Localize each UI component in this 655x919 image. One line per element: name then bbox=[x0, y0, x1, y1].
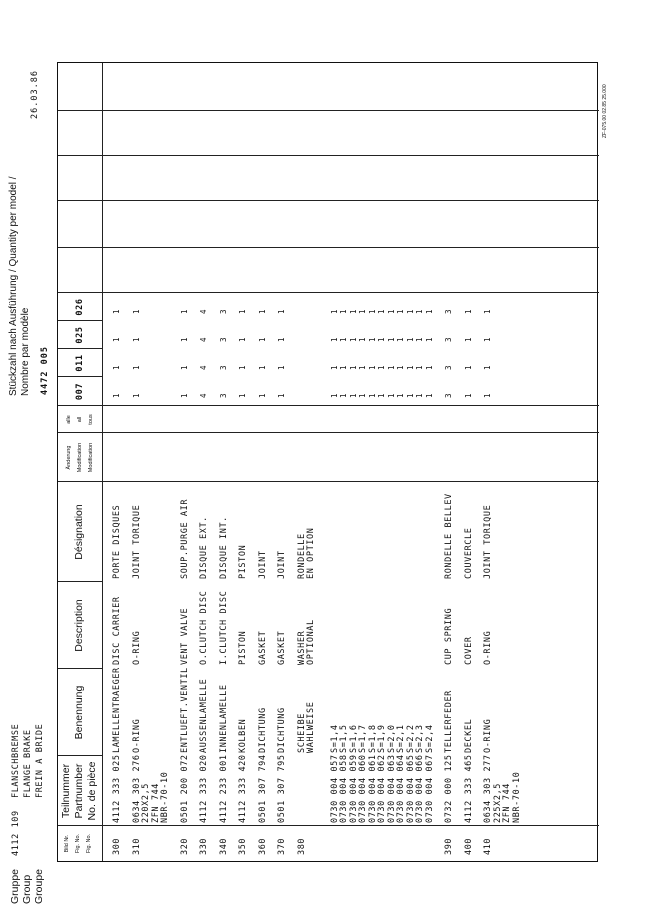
quantity: 1 bbox=[358, 365, 367, 370]
designation: JOINT bbox=[277, 550, 287, 579]
designation: RONDELLE bbox=[296, 533, 307, 579]
part-number: 0730 004 062 bbox=[377, 754, 387, 823]
quantity: 4 bbox=[199, 337, 208, 342]
quantity: 1 bbox=[329, 365, 339, 370]
washer-size: S=1,7 bbox=[358, 724, 368, 753]
quantity: 1 bbox=[483, 309, 492, 314]
quantity: 1 bbox=[483, 337, 492, 342]
part-number: 4112 333 465 bbox=[463, 754, 474, 823]
quantity: 1 bbox=[329, 337, 339, 342]
designation: JOINT bbox=[257, 550, 268, 579]
washer-size: S=1,5 bbox=[339, 724, 349, 753]
column-divider bbox=[58, 432, 599, 433]
part-number: 0634 303 277 bbox=[483, 754, 493, 823]
benennung: O-RING bbox=[483, 718, 493, 753]
quantity: 1 bbox=[238, 337, 247, 342]
fig-no: 350 bbox=[238, 837, 248, 855]
quantity: 1 bbox=[339, 337, 348, 342]
quantity: 1 bbox=[415, 365, 424, 370]
quantity: 1 bbox=[424, 365, 434, 370]
part-no-label: Partnumber bbox=[73, 763, 85, 819]
quantity: 1 bbox=[358, 393, 367, 398]
benennung: DICHTUNG bbox=[257, 707, 268, 753]
quantity: 1 bbox=[238, 309, 247, 314]
date: 26.03.86 bbox=[30, 70, 40, 119]
quantity: 1 bbox=[339, 309, 348, 314]
quantity: 1 bbox=[377, 309, 386, 314]
quantity: 1 bbox=[257, 337, 267, 342]
group-label: Gruppe bbox=[9, 868, 21, 904]
fig-no: 300 bbox=[112, 837, 122, 855]
part-number: 0730 004 057 bbox=[329, 754, 340, 823]
designation-header: Désignation bbox=[73, 504, 85, 560]
fig-no-label: Fig. No. bbox=[86, 833, 92, 854]
part-number: 0730 004 067 bbox=[424, 754, 435, 823]
benennung: KOLBEN bbox=[238, 718, 248, 753]
quantity: 3 bbox=[444, 365, 453, 370]
designation: JOINT TORIQUE bbox=[483, 504, 493, 579]
quantity: 1 bbox=[238, 393, 247, 398]
part-number: 0730 004 059 bbox=[348, 754, 359, 823]
designation: PISTON bbox=[238, 544, 248, 579]
quantity: 1 bbox=[131, 365, 141, 370]
quantity-header bbox=[8, 176, 32, 396]
quantity: 3 bbox=[218, 393, 228, 398]
benennung: TELLERFEDER bbox=[444, 690, 454, 753]
washer-size: S=1,4 bbox=[329, 724, 340, 753]
description: CUP SPRING bbox=[444, 607, 454, 665]
part-number: 0730 004 063 bbox=[386, 754, 397, 823]
fig-no: 390 bbox=[444, 837, 454, 855]
fig-no: 410 bbox=[483, 837, 493, 855]
part-no-label: No. de pièce bbox=[86, 761, 98, 821]
benennung: SCHEIBE bbox=[296, 712, 307, 753]
part-number: NBR-70-10 bbox=[160, 771, 170, 823]
model-col-011: 011 bbox=[75, 354, 85, 372]
quantity-title: Stückzahl nach Ausführung / Quantity per model / bbox=[8, 176, 19, 396]
part-number: 0730 004 066 bbox=[415, 754, 425, 823]
all-label: tous bbox=[88, 414, 94, 425]
benennung: AUSSENLAMELLE bbox=[199, 678, 209, 753]
washer-size: S=2,0 bbox=[386, 724, 397, 753]
fig-no: 400 bbox=[463, 837, 474, 855]
description: DISC CARRIER bbox=[112, 596, 122, 665]
quantity: 1 bbox=[112, 393, 121, 398]
part-number: 0730 004 065 bbox=[405, 754, 416, 823]
benennung: ENTLUEFT.VENTIL bbox=[179, 667, 190, 753]
quantity-title-fr: Nombre par modèle bbox=[20, 307, 31, 396]
fig-no: 340 bbox=[218, 837, 229, 855]
part-number: ZFN 744 bbox=[150, 782, 161, 823]
part-number: ZFN 744 bbox=[502, 782, 512, 823]
quantity: 1 bbox=[329, 393, 339, 398]
quantity: 3 bbox=[218, 309, 228, 314]
quantity: 3 bbox=[218, 365, 228, 370]
quantity: 1 bbox=[483, 393, 492, 398]
part-number: 0501 307 794 bbox=[257, 754, 268, 823]
column-divider bbox=[58, 825, 599, 826]
part-number: 4112 333 420 bbox=[238, 754, 248, 823]
description: O-RING bbox=[483, 630, 493, 665]
designation: SOUP.PURGE AIR bbox=[179, 498, 190, 579]
washer-size: S=2,2 bbox=[405, 724, 416, 753]
quantity: 1 bbox=[358, 309, 367, 314]
description: WASHER bbox=[296, 630, 307, 665]
model-number: 4472 005 bbox=[40, 346, 50, 395]
group-name-fr: FREIN A BRIDE bbox=[35, 723, 45, 798]
model-col-026: 026 bbox=[75, 298, 85, 316]
quantity: 3 bbox=[444, 393, 453, 398]
quantity: 1 bbox=[277, 393, 286, 398]
quantity: 1 bbox=[339, 393, 348, 398]
quantity: 1 bbox=[348, 309, 358, 314]
modification-label: Modification bbox=[77, 442, 83, 473]
quantity: 1 bbox=[179, 337, 189, 342]
description: I.CLUTCH DISC bbox=[218, 590, 229, 665]
part-number: 0730 004 060 bbox=[358, 754, 368, 823]
washer-size: S=1,8 bbox=[367, 724, 378, 753]
quantity: 1 bbox=[367, 337, 377, 342]
fig-no-header bbox=[62, 826, 95, 861]
designation: JOINT TORIQUE bbox=[131, 504, 142, 579]
quantity: 1 bbox=[112, 365, 121, 370]
all-label: alle bbox=[66, 415, 72, 424]
quantity: 1 bbox=[179, 309, 189, 314]
quantity: 1 bbox=[386, 393, 396, 398]
quantity: 1 bbox=[405, 337, 415, 342]
benennung-header: Benennung bbox=[73, 685, 85, 740]
quantity: 1 bbox=[415, 309, 424, 314]
description: VENT VALVE bbox=[179, 607, 190, 665]
quantity: 1 bbox=[424, 337, 434, 342]
quantity: 1 bbox=[277, 309, 286, 314]
all-header bbox=[64, 406, 97, 433]
part-number: 4112 333 020 bbox=[199, 754, 209, 823]
fig-no: 370 bbox=[277, 837, 287, 855]
quantity: 1 bbox=[386, 337, 396, 342]
description: O-RING bbox=[131, 630, 142, 665]
fig-no: 330 bbox=[199, 837, 209, 855]
fig-no-label: Fig. No. bbox=[75, 833, 81, 854]
part-no-label: Teilnummer bbox=[60, 763, 72, 819]
quantity: 1 bbox=[377, 365, 386, 370]
part-no-header bbox=[60, 756, 99, 826]
quantity: 1 bbox=[257, 365, 267, 370]
part-number: 0501 200 072 bbox=[179, 754, 190, 823]
part-number: 0501 307 795 bbox=[277, 754, 287, 823]
group-number: 4112 109 bbox=[11, 810, 21, 856]
parts-table bbox=[57, 62, 598, 862]
fig-no: 380 bbox=[296, 837, 307, 855]
modification-label: Modification bbox=[88, 442, 94, 473]
description: GASKET bbox=[257, 630, 268, 665]
fig-no: 310 bbox=[131, 837, 142, 855]
quantity: 1 bbox=[463, 365, 473, 370]
quantity: 1 bbox=[405, 393, 415, 398]
benennung: O-RING bbox=[131, 718, 142, 753]
form-number: ZF-075.00 02.85 25.000 bbox=[602, 84, 608, 138]
quantity: 1 bbox=[367, 365, 377, 370]
quantity: 1 bbox=[277, 337, 286, 342]
quantity: 1 bbox=[131, 393, 141, 398]
quantity: 1 bbox=[257, 309, 267, 314]
modification-header bbox=[64, 433, 97, 482]
quantity: 1 bbox=[396, 393, 405, 398]
quantity: 1 bbox=[179, 365, 189, 370]
designation: DISQUE INT. bbox=[218, 516, 229, 579]
benennung: DICHTUNG bbox=[277, 707, 287, 753]
quantity: 1 bbox=[386, 365, 396, 370]
description: O.CLUTCH DISC bbox=[199, 590, 209, 665]
header-divider bbox=[102, 63, 103, 861]
quantity: 1 bbox=[415, 337, 424, 342]
quantity: 1 bbox=[405, 309, 415, 314]
quantity: 1 bbox=[396, 309, 405, 314]
group-name-de: FLANSCHBREMSE bbox=[11, 723, 21, 798]
part-number: 225X2,5 bbox=[492, 782, 503, 823]
quantity: 1 bbox=[348, 365, 358, 370]
washer-size: S=2,4 bbox=[424, 724, 435, 753]
group-label: Groupe bbox=[33, 868, 45, 904]
washer-size: S=2,1 bbox=[396, 724, 406, 753]
quantity: 1 bbox=[463, 393, 473, 398]
quantity: 1 bbox=[377, 337, 386, 342]
group-label: Group bbox=[21, 874, 33, 904]
description: PISTON bbox=[238, 630, 248, 665]
quantity: 1 bbox=[405, 365, 415, 370]
quantity: 1 bbox=[112, 309, 121, 314]
part-number: 4112 333 025 bbox=[112, 754, 122, 823]
quantity: 1 bbox=[396, 365, 405, 370]
fig-no-label: Bild Nr. bbox=[64, 834, 70, 853]
quantity: 4 bbox=[199, 309, 208, 314]
quantity: 3 bbox=[444, 337, 453, 342]
designation: PORTE DISQUES bbox=[112, 504, 122, 579]
modification-label: Änderung bbox=[66, 445, 72, 470]
column-divider bbox=[58, 110, 599, 111]
quantity: 4 bbox=[199, 365, 208, 370]
description-header: Description bbox=[73, 599, 85, 652]
quantity: 1 bbox=[463, 309, 473, 314]
quantity: 1 bbox=[131, 309, 141, 314]
quantity: 1 bbox=[415, 393, 424, 398]
quantity: 1 bbox=[112, 337, 121, 342]
column-divider bbox=[58, 405, 599, 406]
designation: COUVERCLE bbox=[463, 527, 474, 579]
quantity: 1 bbox=[463, 337, 473, 342]
quantity: 1 bbox=[483, 365, 492, 370]
quantity: 3 bbox=[218, 337, 228, 342]
quantity: 1 bbox=[339, 365, 348, 370]
description: COVER bbox=[463, 636, 474, 665]
fig-no: 320 bbox=[179, 837, 190, 855]
benennung: INNENLAMELLE bbox=[218, 684, 229, 753]
quantity: 1 bbox=[396, 337, 405, 342]
quantity: 1 bbox=[367, 309, 377, 314]
part-number: 0730 004 058 bbox=[339, 754, 349, 823]
washer-size: S=1,9 bbox=[377, 724, 387, 753]
quantity: 1 bbox=[131, 337, 141, 342]
description: OPTIONAL bbox=[306, 619, 316, 665]
quantity: 1 bbox=[377, 393, 386, 398]
part-number: 4112 233 001 bbox=[218, 754, 229, 823]
quantity: 1 bbox=[358, 337, 367, 342]
quantity: 1 bbox=[277, 365, 286, 370]
quantity: 1 bbox=[257, 393, 267, 398]
quantity: 1 bbox=[329, 309, 339, 314]
column-divider bbox=[58, 155, 599, 156]
all-label: all bbox=[77, 416, 83, 423]
quantity: 1 bbox=[238, 365, 247, 370]
column-divider bbox=[58, 247, 599, 248]
benennung: LAMELLENTRAEGER bbox=[112, 667, 122, 753]
column-divider bbox=[58, 200, 599, 201]
part-number: 0730 004 064 bbox=[396, 754, 406, 823]
quantity: 1 bbox=[386, 309, 396, 314]
part-number: 0730 004 061 bbox=[367, 754, 378, 823]
quantity: 1 bbox=[179, 393, 189, 398]
quantity: 1 bbox=[348, 337, 358, 342]
quantity: 1 bbox=[348, 393, 358, 398]
description: GASKET bbox=[277, 630, 287, 665]
group-name-en: FLANGE BRAKE bbox=[23, 729, 33, 798]
column-divider bbox=[58, 292, 599, 293]
benennung: DECKEL bbox=[463, 718, 474, 753]
designation: RONDELLE BELLEV bbox=[444, 493, 454, 579]
column-divider bbox=[58, 481, 599, 482]
part-number: 0634 303 276 bbox=[131, 754, 142, 823]
model-col-025: 025 bbox=[75, 326, 85, 344]
quantity: 3 bbox=[444, 309, 453, 314]
washer-size: S=1,6 bbox=[348, 724, 359, 753]
quantity: 1 bbox=[367, 393, 377, 398]
group-header bbox=[10, 724, 46, 904]
designation: EN OPTION bbox=[306, 527, 316, 579]
quantity: 4 bbox=[199, 393, 208, 398]
benennung: WAHLWEISE bbox=[306, 701, 316, 753]
washer-size: S=2,3 bbox=[415, 724, 425, 753]
designation: DISQUE EXT. bbox=[199, 516, 209, 579]
part-number: 220X2,5 bbox=[141, 782, 151, 823]
fig-no: 360 bbox=[257, 837, 268, 855]
quantity: 1 bbox=[424, 309, 434, 314]
part-number: NBR-70-10 bbox=[511, 771, 522, 823]
part-number: 0732 000 125 bbox=[444, 754, 454, 823]
model-col-007: 007 bbox=[75, 382, 85, 401]
quantity: 1 bbox=[424, 393, 434, 398]
